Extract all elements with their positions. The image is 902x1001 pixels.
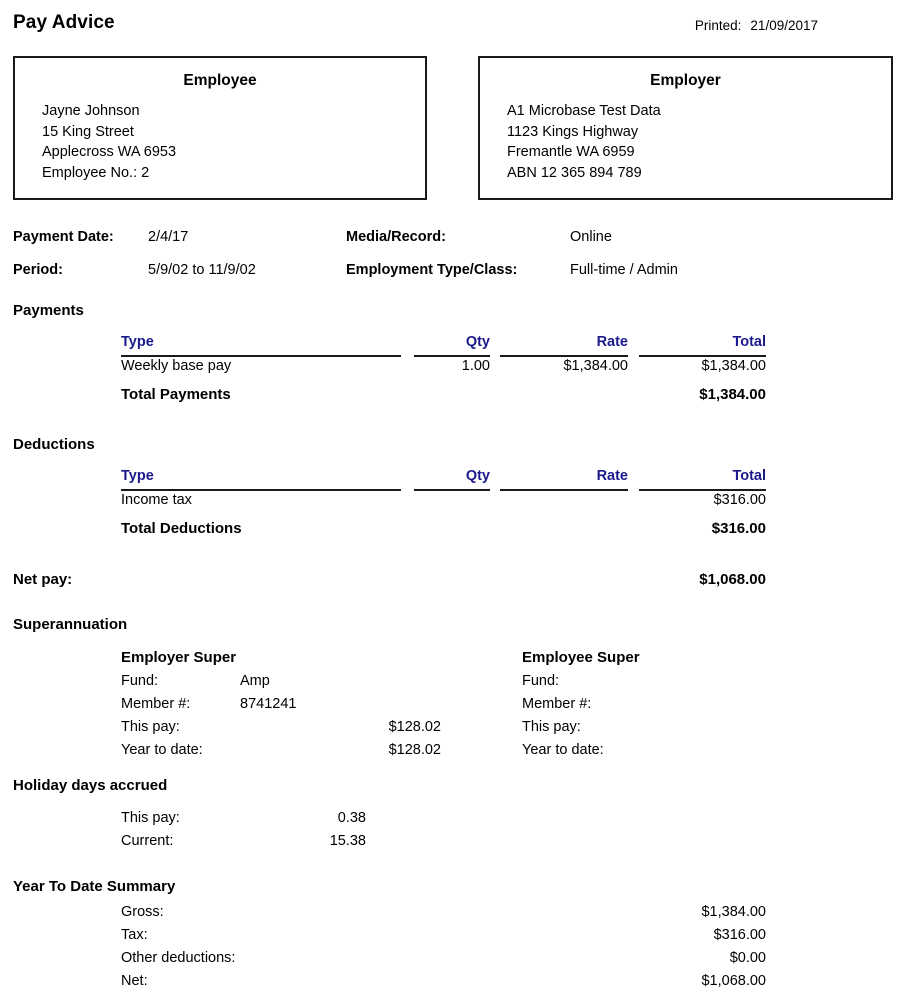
net-pay-row <box>0 571 902 595</box>
employer-super-title: Employer Super <box>121 649 237 666</box>
ytd-summary-block <box>0 904 902 996</box>
employee-address-lines <box>15 101 425 183</box>
holiday-days-block <box>0 810 902 856</box>
ytd-gross-label: Gross: <box>121 904 164 920</box>
employee-super-title: Employee Super <box>522 649 640 666</box>
employee-super-this-pay-row <box>522 719 892 742</box>
employer-super-ytd-row <box>121 742 501 765</box>
employee-name: Jayne Johnson <box>42 103 140 119</box>
ytd-tax-value: $316.00 <box>713 927 766 943</box>
payments-col-qty: Qty <box>414 334 490 357</box>
employee-details-box <box>13 56 427 200</box>
ytd-gross-value: $1,384.00 <box>701 904 766 920</box>
table-row <box>0 492 902 516</box>
payments-row-rate: $1,384.00 <box>563 358 628 374</box>
employer-super-fund-label: Fund: <box>121 673 159 689</box>
media-record-label: Media/Record: <box>346 229 446 245</box>
net-pay-label: Net pay: <box>13 571 73 588</box>
employer-super-fund-value: Amp <box>240 673 270 689</box>
employer-name: A1 Microbase Test Data <box>507 103 661 119</box>
employer-super-this-pay-row <box>121 719 501 742</box>
employer-address-lines <box>480 101 891 183</box>
deductions-table-header <box>0 468 902 492</box>
ytd-tax-label: Tax: <box>121 927 148 943</box>
payments-total-label: Total Payments <box>121 386 231 403</box>
employee-super-this-pay-label: This pay: <box>522 719 581 735</box>
deductions-total-row <box>0 520 902 544</box>
meta-row-payment-date <box>0 229 902 251</box>
printed-date-value: 21/09/2017 <box>750 18 818 33</box>
page-title: Pay Advice <box>13 12 115 33</box>
meta-row-period <box>0 262 902 284</box>
payments-row-qty: 1.00 <box>461 358 490 374</box>
employee-super-member-row <box>522 696 892 719</box>
ytd-summary-heading: Year To Date Summary <box>13 878 176 895</box>
printed-label: Printed: <box>694 18 742 33</box>
employer-super-ytd-label: Year to date: <box>121 742 203 758</box>
deductions-row-total: $316.00 <box>713 492 766 508</box>
period-value: 5/9/02 to 11/9/02 <box>148 262 256 278</box>
employer-box-heading: Employer <box>650 72 721 89</box>
payments-total-row <box>0 386 902 410</box>
employee-super-column <box>522 649 892 765</box>
payment-date-value: 2/4/17 <box>148 229 189 245</box>
payment-date-label: Payment Date: <box>13 229 114 245</box>
printed-date-block <box>695 18 818 33</box>
payments-section-heading: Payments <box>13 302 84 319</box>
deductions-col-rate: Rate <box>500 468 628 491</box>
media-record-value: Online <box>570 229 612 245</box>
ytd-other-deductions-label: Other deductions: <box>121 950 236 966</box>
payments-total-value: $1,384.00 <box>699 386 766 403</box>
employee-super-fund-label: Fund: <box>522 673 560 689</box>
ytd-tax-row <box>0 927 902 950</box>
employee-super-ytd-row <box>522 742 892 765</box>
employee-city: Applecross WA 6953 <box>42 144 177 160</box>
ytd-other-deductions-value: $0.00 <box>729 950 766 966</box>
ytd-net-row <box>0 973 902 996</box>
deductions-total-label: Total Deductions <box>121 520 242 537</box>
holiday-current-value: 15.38 <box>329 833 366 849</box>
ytd-other-deductions-row <box>0 950 902 973</box>
payments-row-type: Weekly base pay <box>121 358 232 374</box>
ytd-gross-row <box>0 904 902 927</box>
employee-number: Employee No.: 2 <box>42 164 150 181</box>
period-label: Period: <box>13 262 63 278</box>
employer-super-ytd-value: $128.02 <box>388 742 441 758</box>
employer-super-member-value: 8741241 <box>240 696 297 712</box>
employee-street: 15 King Street <box>42 123 134 140</box>
deductions-col-qty: Qty <box>414 468 490 491</box>
deductions-col-type: Type <box>121 468 401 491</box>
deductions-table <box>0 468 902 544</box>
deductions-total-value: $316.00 <box>711 520 766 537</box>
payments-col-rate: Rate <box>500 334 628 357</box>
employer-super-member-label: Member #: <box>121 696 191 712</box>
payments-table-header <box>0 334 902 358</box>
table-row <box>0 358 902 382</box>
payments-table <box>0 334 902 410</box>
employer-super-fund-row <box>121 673 501 696</box>
payments-col-total: Total <box>639 334 766 357</box>
deductions-section-heading: Deductions <box>13 436 95 453</box>
employment-type-label: Employment Type/Class: <box>346 262 518 278</box>
employer-city: Fremantle WA 6959 <box>507 144 635 160</box>
employee-super-fund-row <box>522 673 892 696</box>
holiday-section-heading: Holiday days accrued <box>13 777 168 794</box>
employer-super-this-pay-label: This pay: <box>121 719 180 735</box>
net-pay-value: $1,068.00 <box>699 571 766 588</box>
employer-details-box <box>478 56 893 200</box>
payments-row-total: $1,384.00 <box>701 358 766 374</box>
deductions-row-type: Income tax <box>121 492 192 508</box>
ytd-net-value: $1,068.00 <box>701 973 766 989</box>
employer-street: 1123 Kings Highway <box>507 123 639 140</box>
holiday-current-label: Current: <box>121 833 174 849</box>
holiday-this-pay-label: This pay: <box>121 810 180 826</box>
employer-super-member-row <box>121 696 501 719</box>
employment-type-value: Full-time / Admin <box>570 262 678 278</box>
holiday-current-row <box>0 833 902 856</box>
deductions-col-total: Total <box>639 468 766 491</box>
employer-super-this-pay-value: $128.02 <box>388 719 441 735</box>
employer-super-column <box>121 649 501 765</box>
employer-abn: ABN 12 365 894 789 <box>507 164 642 181</box>
payments-col-type: Type <box>121 334 401 357</box>
holiday-this-pay-row <box>0 810 902 833</box>
employee-box-heading: Employee <box>183 72 257 89</box>
ytd-net-label: Net: <box>121 973 148 989</box>
employee-super-ytd-label: Year to date: <box>522 742 604 758</box>
holiday-this-pay-value: 0.38 <box>337 810 366 826</box>
employee-super-member-label: Member #: <box>522 696 592 712</box>
superannuation-section-heading: Superannuation <box>13 616 128 633</box>
